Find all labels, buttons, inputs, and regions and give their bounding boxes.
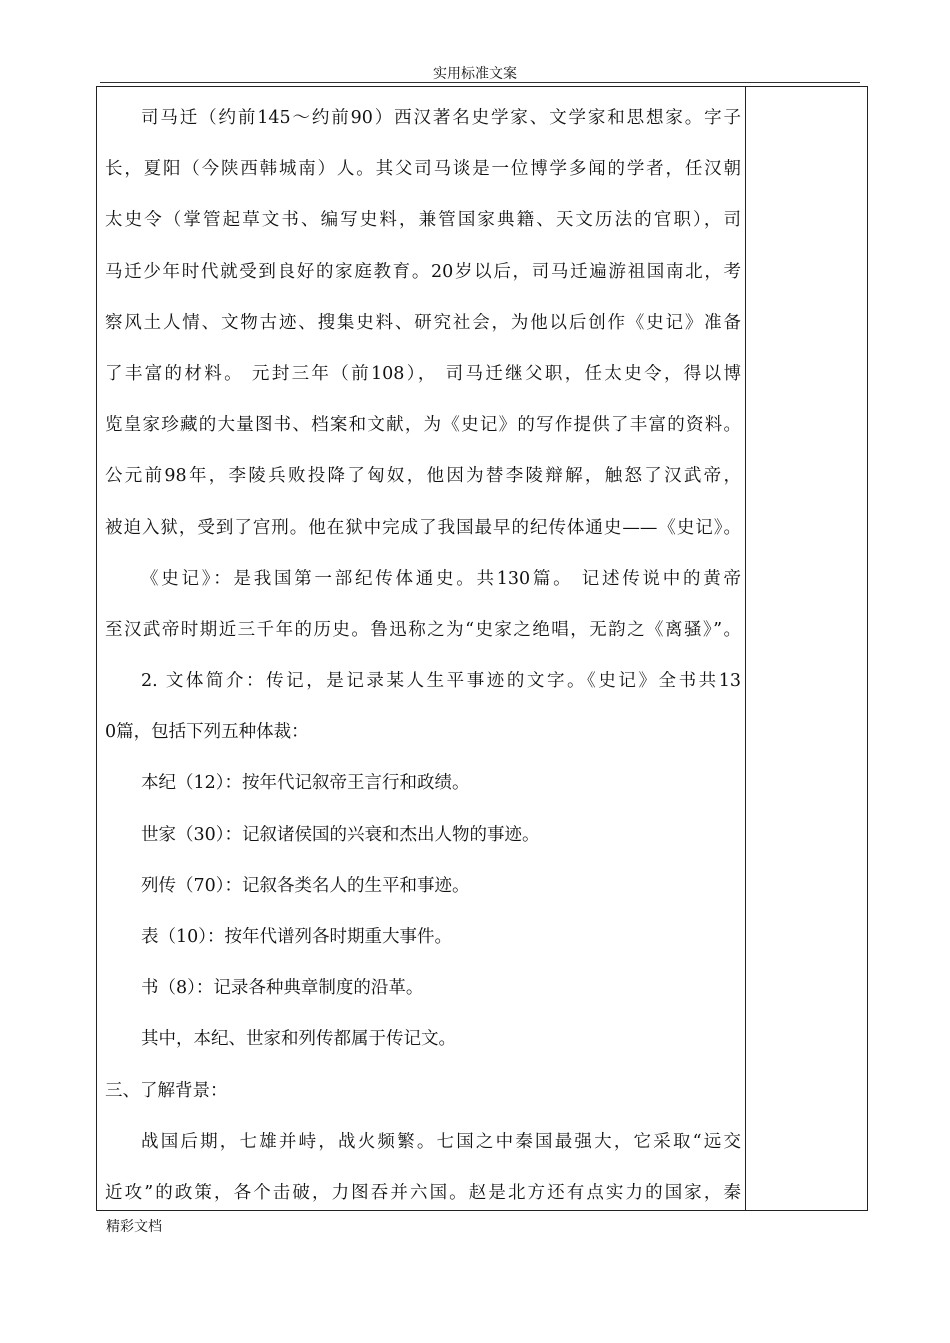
text-line: 长，夏阳（今陕西韩城南）人。其父司马谈是一位博学多闻的学者，任汉朝 <box>105 159 741 180</box>
text-line: 马迁少年时代就受到良好的家庭教育。20岁以后，司马迁遍游祖国南北，考 <box>105 261 741 282</box>
text-line: 书（8）：记录各种典章制度的沿革。 <box>141 978 424 999</box>
document-table <box>96 86 868 1211</box>
text-line: 2. 文体简介：传记，是记录某人生平事迹的文字。《史记》全书共13 <box>141 671 741 692</box>
text-line: 世家（30）：记叙诸侯国的兴衰和杰出人物的事迹。 <box>141 824 540 845</box>
text-line: 列传（70）：记叙各类名人的生平和事迹。 <box>141 875 470 896</box>
text-line: 太史令（掌管起草文书、编写史料，兼管国家典籍、天文历法的官职），司 <box>105 210 741 231</box>
text-line: 其中，本纪、世家和列传都属于传记文。 <box>141 1029 456 1050</box>
section-heading: 三、了解背景： <box>105 1080 228 1101</box>
text-line: 近攻”的政策，各个击破，力图吞并六国。赵是北方还有点实力的国家，秦 <box>105 1182 741 1203</box>
text-line: 公元前98年，李陵兵败投降了匈奴，他因为替李陵辩解，触怒了汉武帝， <box>105 466 741 487</box>
text-line: 司马迁（约前145～约前90）西汉著名史学家、文学家和思想家。字子 <box>141 108 741 128</box>
text-line: 《史记》：是我国第一部纪传体通史。共130篇。 记述传说中的黄帝 <box>141 568 741 589</box>
text-line: 表（10）：按年代谱列各时期重大事件。 <box>141 927 453 947</box>
header-rule <box>100 82 860 83</box>
text-line: 览皇家珍藏的大量图书、档案和文献，为《史记》的写作提供了丰富的资料。 <box>105 415 741 436</box>
text-line: 本纪（12）：按年代记叙帝王言行和政绩。 <box>141 773 470 794</box>
text-line: 了丰富的材料。 元封三年（前108）， 司马迁继父职，任太史令，得以博 <box>105 363 741 384</box>
text-line: 被迫入狱，受到了宫刑。他在狱中完成了我国最早的纪传体通史——《史记》。 <box>105 517 741 538</box>
page-footer: 精彩文档 <box>106 1219 162 1235</box>
text-line: 0篇，包括下列五种体裁： <box>105 722 309 743</box>
text-line: 战国后期，七雄并峙，战火频繁。七国之中秦国最强大，它采取“远交 <box>141 1131 741 1152</box>
page-header: 实用标准文案 <box>433 66 517 82</box>
main-content-cell <box>105 93 741 1210</box>
column-divider <box>745 87 746 1210</box>
text-line: 察风土人情、文物古迹、搜集史料、研究社会，为他以后创作《史记》准备 <box>105 312 741 333</box>
text-line: 至汉武帝时期近三千年的历史。鲁迅称之为“史家之绝唱，无韵之《离骚》”。 <box>105 619 741 640</box>
